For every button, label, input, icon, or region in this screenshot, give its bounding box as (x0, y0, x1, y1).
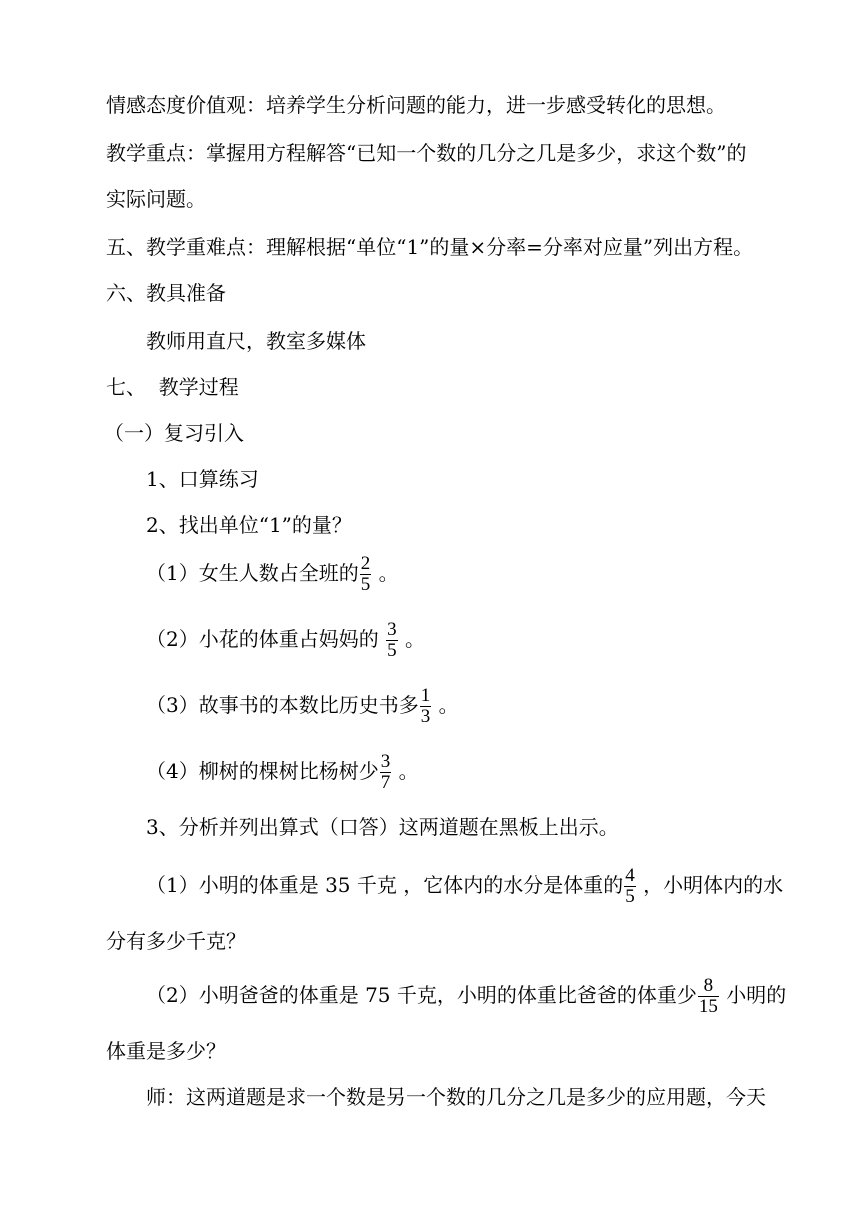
teacher-remark: 师：这两道题是求一个数是另一个数的几分之几是多少的应用题，今天 (146, 1085, 766, 1109)
question-2-text: （2）小花的体重占妈妈的 (146, 627, 386, 651)
item-analyze: 3、分析并列出算式（口答）这两道题在黑板上出示。 (146, 815, 619, 839)
fraction-3-7: $\frac{3}{7}$ (380, 751, 391, 793)
question-1 (146, 554, 399, 595)
item-mental-math: 1、口算练习 (146, 467, 259, 491)
problem-1-text: （1）小明的体重是 35 千克 ，它体内的水分是体重的 (146, 873, 624, 897)
question-4-text: （4）柳树的棵树比杨树少 (146, 759, 379, 783)
problem-1-cont: 分有多少千克？ (106, 929, 246, 953)
problem-1-end: ，小明体内的水 (636, 873, 784, 897)
question-3-text: （3）故事书的本数比历史书多 (146, 693, 419, 717)
paragraph-teaching-focus: 教学重点：掌握用方程解答“已知一个数的几分之几是多少，求这个数”的 (106, 141, 747, 165)
question-4-end: 。 (392, 759, 419, 783)
problem-2-text: （2）小明爸爸的体重是 75 千克，小明的体重比爸爸的体重少 (146, 983, 697, 1007)
heading-difficulty: 五、教学重难点：理解根据“单位“1”的量×分率=分率对应量”列出方程。 (106, 235, 754, 259)
question-3-end: 。 (432, 693, 459, 717)
question-1-end: 。 (372, 561, 399, 585)
question-3 (146, 686, 459, 727)
fraction-2-5: $\frac{2}{5}$ (360, 553, 371, 595)
paragraph-teaching-focus-cont: 实际问题。 (106, 187, 206, 211)
heading-process: 七、 教学过程 (106, 375, 239, 399)
heading-tools: 六、教具准备 (106, 281, 226, 305)
question-1-text: （1）女生人数占全班的 (146, 561, 359, 585)
problem-2 (146, 976, 786, 1017)
paragraph-tools: 教师用直尺，教室多媒体 (146, 329, 366, 353)
problem-1 (146, 866, 783, 907)
question-2 (146, 620, 425, 661)
problem-2-cont: 体重是多少？ (106, 1039, 226, 1063)
problem-2-end: 小明的 (719, 983, 787, 1007)
fraction-1-3: $\frac{1}{3}$ (420, 685, 431, 727)
fraction-3-5: $\frac{3}{5}$ (387, 619, 397, 661)
fraction-4-5: $\frac{4}{5}$ (625, 865, 635, 907)
question-2-end: 。 (398, 627, 425, 651)
heading-review: （一）复习引入 (104, 421, 244, 445)
paragraph-emotion-goals: 情感态度价值观：培养学生分析问题的能力，进一步感受转化的思想。 (106, 93, 726, 117)
question-4 (146, 752, 419, 793)
item-find-unit: 2、找出单位“1”的量？ (146, 513, 352, 537)
fraction-8-15: $\frac{8}{15}$ (698, 975, 718, 1017)
